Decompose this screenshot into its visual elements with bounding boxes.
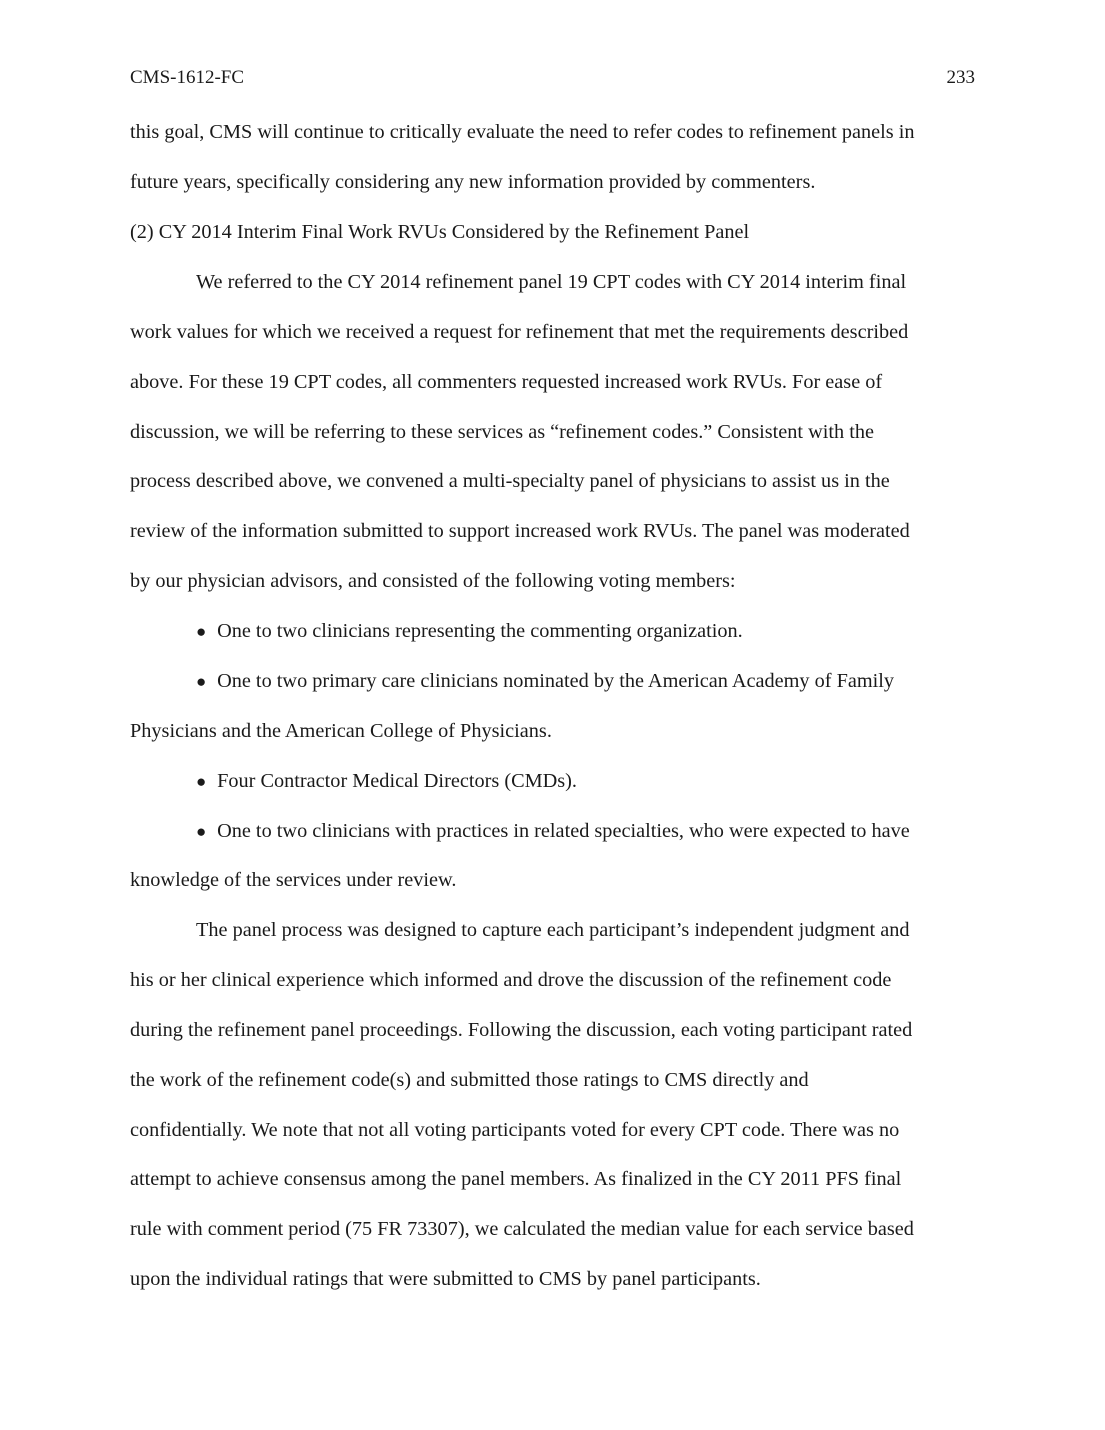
page-header [130, 66, 975, 90]
list-item [196, 819, 910, 844]
text-line: this goal, CMS will continue to critically evaluate the need to refer codes to refinement panels in [130, 121, 915, 143]
list-item-text: One to two clinicians with practices in related specialties, who were expected to have [217, 820, 910, 842]
text-line: attempt to achieve consensus among the panel members. As finalized in the CY 2011 PFS final [130, 1168, 902, 1190]
text-line: review of the information submitted to support increased work RVUs. The panel was moderated [130, 520, 910, 542]
bullet-icon: ● [196, 672, 207, 691]
list-item-text: Four Contractor Medical Directors (CMDs). [217, 770, 577, 792]
list-item-text: One to two clinicians representing the commenting organization. [217, 620, 743, 642]
text-line: future years, specifically considering any new information provided by commenters. [130, 171, 816, 193]
text-line: knowledge of the services under review. [130, 869, 457, 891]
text-line: We referred to the CY 2014 refinement panel 19 CPT codes with CY 2014 interim final [196, 271, 907, 293]
text-line: confidentially. We note that not all voting participants voted for every CPT code. There was no [130, 1119, 900, 1141]
page-number: 233 [946, 67, 975, 88]
text-line: The panel process was designed to capture each participant’s independent judgment and [196, 919, 910, 941]
text-line: upon the individual ratings that were submitted to CMS by panel participants. [130, 1268, 761, 1290]
list-item-text: One to two primary care clinicians nominated by the American Academy of Family [217, 670, 895, 692]
bullet-icon: ● [196, 822, 207, 841]
text-line: his or her clinical experience which informed and drove the discussion of the refinement code [130, 969, 892, 991]
text-line: during the refinement panel proceedings. Following the discussion, each voting participant rated [130, 1019, 913, 1041]
text-line: by our physician advisors, and consisted of the following voting members: [130, 570, 736, 592]
document-id: CMS-1612-FC [130, 67, 245, 88]
list-item [196, 769, 577, 794]
text-line: Physicians and the American College of Physicians. [130, 720, 552, 742]
text-line: the work of the refinement code(s) and submitted those ratings to CMS directly and [130, 1069, 809, 1091]
bullet-icon: ● [196, 772, 207, 791]
section-heading: (2) CY 2014 Interim Final Work RVUs Considered by the Refinement Panel [130, 221, 750, 243]
text-line: above. For these 19 CPT codes, all commenters requested increased work RVUs. For ease of [130, 371, 883, 393]
text-line: rule with comment period (75 FR 73307), we calculated the median value for each service based [130, 1218, 914, 1240]
text-line: discussion, we will be referring to these services as “refinement codes.” Consistent with the [130, 421, 874, 443]
list-item [196, 669, 894, 694]
list-item [196, 619, 743, 644]
bullet-icon: ● [196, 622, 207, 641]
text-line: work values for which we received a request for refinement that met the requirements described [130, 321, 909, 343]
text-line: process described above, we convened a multi-specialty panel of physicians to assist us in the [130, 470, 890, 492]
